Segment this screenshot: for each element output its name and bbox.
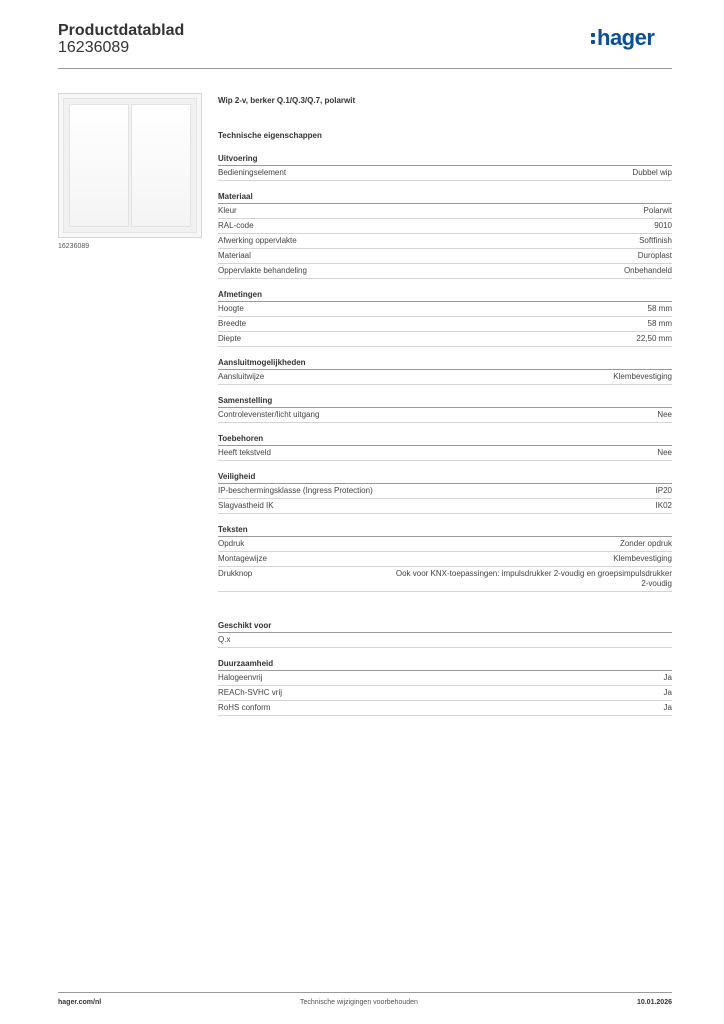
spec-row [218, 408, 672, 423]
spec-sections [218, 154, 672, 592]
spec-label: Diepte [218, 334, 242, 343]
spacer [218, 592, 672, 610]
spec-label: Aansluitwijze [218, 372, 265, 381]
spec-label: Opdruk [218, 539, 245, 548]
spec-label: Halogeenvrij [218, 673, 263, 682]
spec-value: IP20 [655, 486, 672, 495]
spec-label: IP-beschermingsklasse (Ingress Protection) [218, 486, 373, 495]
spec-row [218, 332, 672, 347]
spec-label: Controlevenster/licht uitgang [218, 410, 320, 419]
section-title: Afmetingen [218, 290, 672, 302]
spec-value: Ja [663, 688, 672, 697]
section-title: Duurzaamheid [218, 659, 672, 671]
spec-label: Afwerking oppervlakte [218, 236, 297, 245]
footer-website: hager.com/nl [58, 999, 102, 1006]
spec-label: Heeft tekstveld [218, 448, 271, 457]
spec-value: Dubbel wip [632, 168, 672, 177]
spec-section [218, 358, 672, 385]
spec-value: Zonder opdruk [619, 539, 672, 548]
section-title: Geschikt voor [218, 621, 672, 633]
spec-label: Bedieningselement [218, 168, 287, 177]
spec-row [218, 302, 672, 317]
spec-row [218, 499, 672, 514]
spec-row [218, 370, 672, 385]
tech-heading: Technische eigenschappen [218, 131, 322, 140]
spec-label: Hoogte [218, 304, 244, 313]
spec-row [218, 446, 672, 461]
product-description: Wip 2-v, berker Q.1/Q.3/Q.7, polarwit [218, 96, 356, 105]
spec-row [218, 552, 672, 567]
spec-label: RoHS conform [218, 703, 271, 712]
spec-row [218, 264, 672, 279]
spec-value: Klembevestiging [613, 372, 672, 381]
logo-dots-icon [591, 33, 595, 44]
spec-label: Montagewijze [218, 554, 267, 563]
footer-disclaimer: Technische wijzigingen voorbehouden [300, 999, 418, 1006]
spec-row [218, 567, 672, 592]
spec-value: Ja [663, 673, 672, 682]
spec-row [218, 166, 672, 181]
spec-label: Kleur [218, 206, 237, 215]
document-title: Productdatablad [58, 22, 185, 39]
spec-row [218, 234, 672, 249]
spec-label: REACh-SVHC vrij [218, 688, 283, 697]
spec-value: Klembevestiging [613, 554, 672, 563]
section-title: Samenstelling [218, 396, 672, 408]
product-number: 16236089 [58, 39, 130, 56]
spec-value: Nee [657, 410, 672, 419]
spec-row [218, 686, 672, 701]
section-title: Aansluitmogelijkheden [218, 358, 672, 370]
spec-section [218, 396, 672, 423]
spec-value: Ja [663, 703, 672, 712]
spec-row [218, 633, 672, 648]
spec-row [218, 219, 672, 234]
spec-label: Drukknop [218, 569, 253, 578]
spec-section [218, 434, 672, 461]
spec-label: Q.x [218, 635, 231, 644]
spec-sections-extra [218, 621, 672, 716]
right-rocker [131, 104, 191, 227]
spec-value: Nee [657, 448, 672, 457]
spec-value: IK02 [655, 501, 672, 510]
spec-label: Materiaal [218, 251, 251, 260]
spec-value: Duroplast [637, 251, 672, 260]
spec-label: Slagvastheid IK [218, 501, 274, 510]
image-caption: 16236089 [58, 243, 90, 250]
spec-value: 9010 [654, 221, 672, 230]
hager-logo [591, 27, 654, 49]
spec-value: Softfinish [639, 236, 672, 245]
spec-section [218, 621, 672, 648]
header-divider [58, 68, 672, 69]
left-rocker [69, 104, 129, 227]
logo-text: hager [597, 25, 655, 50]
spec-section [218, 659, 672, 716]
section-title: Toebehoren [218, 434, 672, 446]
spec-value: Polarwit [643, 206, 672, 215]
spec-value: 22,50 mm [636, 334, 672, 343]
section-title: Teksten [218, 525, 672, 537]
spec-section [218, 192, 672, 279]
spec-label: RAL-code [218, 221, 254, 230]
spec-row [218, 204, 672, 219]
spec-section [218, 525, 672, 592]
spec-value: 58 mm [647, 304, 672, 313]
spec-value: Onbehandeld [623, 266, 672, 275]
spec-section [218, 290, 672, 347]
spec-label: Oppervlakte behandeling [218, 266, 307, 275]
section-title: Materiaal [218, 192, 672, 204]
spec-value: 58 mm [647, 319, 672, 328]
spec-row [218, 249, 672, 264]
spec-row [218, 671, 672, 686]
spec-row [218, 317, 672, 332]
spec-content [218, 96, 672, 716]
footer-date: 10.01.2026 [636, 999, 672, 1006]
spec-section [218, 472, 672, 514]
spec-row [218, 537, 672, 552]
footer-divider [58, 992, 672, 993]
section-title: Uitvoering [218, 154, 672, 166]
spec-value: Ook voor KNX-toepassingen: impulsdrukker 2-voudig en groepsimpulsdrukker 2-voudig [395, 569, 672, 588]
spec-row [218, 701, 672, 716]
product-image [58, 93, 202, 238]
section-title: Veiligheid [218, 472, 672, 484]
spec-row [218, 484, 672, 499]
spec-label: Breedte [218, 319, 247, 328]
spec-section [218, 154, 672, 181]
switch-face [63, 98, 197, 233]
